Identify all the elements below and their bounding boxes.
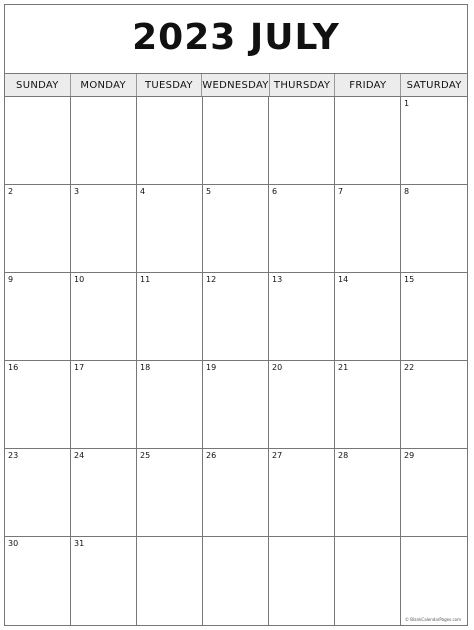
day-number: 8 — [404, 187, 410, 196]
calendar-page — [4, 4, 468, 626]
day-number: 16 — [8, 363, 19, 372]
day-cell — [137, 185, 203, 273]
day-number: 10 — [74, 275, 85, 284]
day-cell — [203, 97, 269, 185]
day-cell — [401, 97, 467, 185]
day-cell — [335, 537, 401, 625]
day-cell — [401, 537, 467, 625]
day-cell — [335, 185, 401, 273]
day-number: 30 — [8, 539, 19, 548]
day-number: 26 — [206, 451, 217, 460]
day-number: 17 — [74, 363, 85, 372]
day-cell — [269, 185, 335, 273]
weekday-friday: FRIDAY — [335, 74, 401, 96]
day-cell — [335, 97, 401, 185]
day-cell — [137, 361, 203, 449]
day-number: 25 — [140, 451, 151, 460]
day-number: 24 — [74, 451, 85, 460]
day-number: 4 — [140, 187, 146, 196]
day-cell — [335, 273, 401, 361]
day-number: 29 — [404, 451, 415, 460]
day-cell — [269, 361, 335, 449]
day-cell — [401, 185, 467, 273]
weekday-sunday: SUNDAY — [5, 74, 71, 96]
day-number: 14 — [338, 275, 349, 284]
day-cell — [5, 185, 71, 273]
day-cell — [71, 97, 137, 185]
day-cell — [401, 361, 467, 449]
day-cell — [71, 449, 137, 537]
day-number: 9 — [8, 275, 14, 284]
day-number: 15 — [404, 275, 415, 284]
day-number: 22 — [404, 363, 415, 372]
day-number: 12 — [206, 275, 217, 284]
day-cell — [203, 537, 269, 625]
day-number: 20 — [272, 363, 283, 372]
day-cell — [401, 449, 467, 537]
day-cell — [137, 97, 203, 185]
day-number: 27 — [272, 451, 283, 460]
weekday-wednesday: WEDNESDAY — [202, 74, 269, 96]
day-cell — [71, 273, 137, 361]
weekday-tuesday: TUESDAY — [137, 74, 203, 96]
day-number: 21 — [338, 363, 349, 372]
day-cell — [203, 449, 269, 537]
day-number: 6 — [272, 187, 278, 196]
day-number: 19 — [206, 363, 217, 372]
day-cell — [203, 361, 269, 449]
day-cell — [71, 537, 137, 625]
day-cell — [71, 361, 137, 449]
day-cell — [269, 537, 335, 625]
day-cell — [401, 273, 467, 361]
day-cell — [335, 449, 401, 537]
day-cell — [269, 273, 335, 361]
day-cell — [5, 537, 71, 625]
day-cell — [5, 273, 71, 361]
footer-credit: © BlankCalendarPages.com — [405, 617, 461, 622]
day-cell — [71, 185, 137, 273]
day-cell — [335, 361, 401, 449]
weekday-header-row — [5, 73, 467, 97]
day-number: 11 — [140, 275, 151, 284]
day-cell — [203, 273, 269, 361]
day-cell — [269, 449, 335, 537]
day-number: 5 — [206, 187, 212, 196]
day-cell — [269, 97, 335, 185]
day-number: 2 — [8, 187, 14, 196]
day-cell — [137, 537, 203, 625]
day-number: 7 — [338, 187, 344, 196]
day-number: 1 — [404, 99, 410, 108]
day-cell — [5, 97, 71, 185]
day-number: 13 — [272, 275, 283, 284]
calendar-title: 2023 JULY — [132, 16, 340, 58]
day-number: 23 — [8, 451, 19, 460]
day-cell — [5, 361, 71, 449]
day-number: 3 — [74, 187, 80, 196]
day-cell — [5, 449, 71, 537]
weekday-monday: MONDAY — [71, 74, 137, 96]
day-number: 18 — [140, 363, 151, 372]
weekday-thursday: THURSDAY — [270, 74, 336, 96]
weekday-saturday: SATURDAY — [406, 79, 462, 91]
calendar-grid — [5, 97, 467, 625]
day-number: 31 — [74, 539, 85, 548]
day-cell — [137, 273, 203, 361]
day-cell — [203, 185, 269, 273]
day-cell — [137, 449, 203, 537]
day-number: 28 — [338, 451, 349, 460]
